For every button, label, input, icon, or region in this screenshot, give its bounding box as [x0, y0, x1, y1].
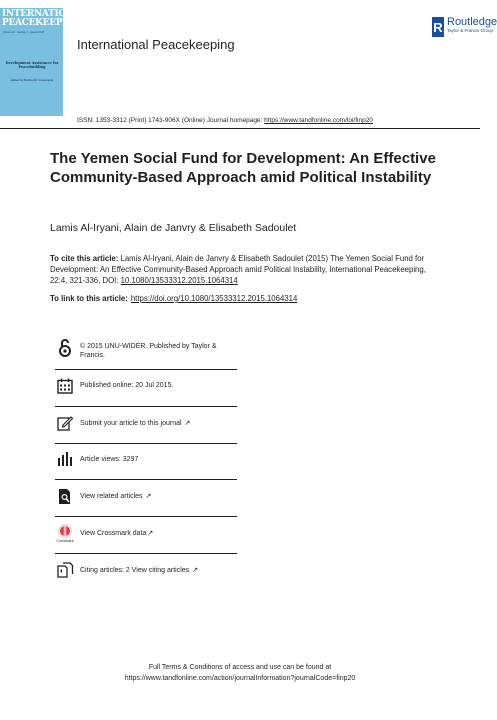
footer-line1: Full Terms & Conditions of access and use can be found at	[148, 664, 332, 671]
views-row	[55, 449, 237, 469]
link-line	[50, 294, 297, 303]
header-divider	[0, 128, 480, 129]
crossmark-badge-label: CrossMark	[56, 539, 74, 543]
citing-articles-icon	[55, 560, 75, 580]
citation-block	[50, 253, 445, 286]
row-divider	[55, 553, 237, 554]
crossmark-row[interactable]	[55, 523, 237, 545]
issn-text: ISSN: 1353-3312 (Print) 1743-906X (Online) Journal homepage:	[77, 117, 265, 124]
link-label: To link to this article:	[50, 294, 128, 303]
published-row	[55, 376, 237, 396]
row-divider	[55, 369, 237, 370]
article-title: The Yemen Social Fund for Development: An Effective Community-Based Approach amid Political Instability	[50, 150, 436, 186]
related-link[interactable]	[80, 492, 151, 501]
journal-homepage-link[interactable]: https://www.tandfonline.com/loi/finp20	[264, 117, 373, 124]
journal-name: International Peacekeeping	[77, 37, 235, 52]
crossmark-icon	[55, 523, 75, 543]
cite-label: To cite this article:	[50, 254, 119, 263]
publisher-logo-word: Routledge	[447, 16, 497, 28]
external-link-icon: ↗︎	[147, 530, 154, 537]
citing-link[interactable]	[80, 566, 198, 575]
crossmark-link[interactable]	[80, 529, 153, 538]
bar-chart-icon	[55, 449, 75, 469]
related-text: View related articles	[80, 493, 143, 500]
cover-title: INTERNATIONAL PEACEKEEPING	[2, 9, 87, 28]
article-authors[interactable]: Lamis Al-Iryani, Alain de Janvry & Elisabeth Sadoulet	[50, 222, 297, 234]
submit-row[interactable]	[55, 413, 237, 433]
submit-link[interactable]	[80, 419, 190, 428]
external-link-icon: ↗︎	[145, 493, 152, 500]
cover-subtitle: Development Assistance for Peacebuilding	[5, 61, 59, 70]
journal-cover-image[interactable]	[0, 8, 87, 116]
edit-icon	[55, 413, 75, 433]
open-access-icon	[55, 338, 75, 358]
cover-editor: Edited by Rachel M. Gisselquist	[10, 78, 54, 82]
citing-row[interactable]	[55, 560, 237, 582]
published-text: Published online: 20 Jul 2015.	[80, 382, 174, 389]
external-link-icon: ↗︎	[192, 567, 199, 574]
cite-doi-link[interactable]: 10.1080/13533312.2015.1064314	[120, 276, 238, 285]
external-link-icon: ↗︎	[184, 420, 191, 427]
calendar-icon	[55, 376, 75, 396]
row-divider	[55, 516, 237, 517]
crossmark-text: View Crossmark data	[80, 530, 147, 537]
cover-volume-line: Volume 22 · Number 4 · August 2015	[3, 31, 45, 34]
routledge-r-icon: R	[432, 17, 444, 37]
footer	[0, 662, 480, 684]
row-divider	[55, 479, 237, 480]
related-row[interactable]	[55, 486, 237, 506]
publisher-logo-sub: Taylor & Francis Group	[447, 28, 494, 33]
article-doi-link[interactable]: https://doi.org/10.1080/13533312.2015.1064314	[130, 294, 298, 303]
row-divider	[55, 406, 237, 407]
license-row	[55, 338, 237, 366]
search-document-icon	[55, 486, 75, 506]
issn-line	[77, 117, 373, 124]
row-divider	[55, 443, 237, 444]
footer-terms-link[interactable]: https://www.tandfonline.com/action/journalInformation?journalCode=finp20	[124, 675, 356, 682]
cite-text: Lamis Al-Iryani, Alain de Janvry & Elisabeth Sadoulet (2015) The Yemen Social Fund for Development: An Effective Community-Based Approach amid Political Instability, International Peacekeeping, 22:4, 321-336, DOI:	[50, 254, 426, 285]
license-text: © 2015 UNU-WIDER. Published by Taylor & Francis.	[80, 343, 217, 359]
submit-text: Submit your article to this journal	[80, 420, 182, 427]
citing-text: Citing articles: 2 View citing articles	[80, 567, 190, 574]
views-text: Article views: 3297	[80, 456, 139, 463]
publisher-logo[interactable]	[432, 16, 497, 39]
